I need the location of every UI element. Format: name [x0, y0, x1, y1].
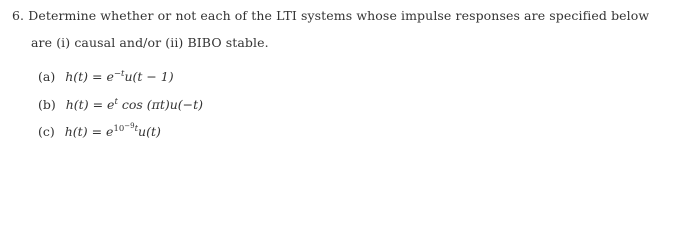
problem-number: 6.: [12, 8, 25, 23]
problem-statement-line-1: [12, 8, 649, 23]
part-c-exponent-tail: t: [134, 124, 139, 134]
part-c-lhs: h(t): [64, 124, 88, 139]
part-a-label: (a): [38, 69, 56, 84]
part-c-label: (c): [38, 124, 55, 139]
part-b-exponent: t: [114, 97, 118, 107]
part-b-label: (b): [38, 97, 56, 112]
part-c-exponent-sup: −9: [124, 122, 135, 130]
part-b-eq: =: [92, 97, 104, 112]
part-c-eq: =: [91, 124, 103, 139]
part-a: [38, 69, 174, 84]
part-a-exponent: −t: [113, 69, 125, 79]
part-c-exponent-main: 10: [113, 124, 125, 134]
part-a-eq: =: [92, 69, 103, 84]
part-a-lhs: h(t): [65, 69, 89, 84]
part-a-rest: u(t − 1): [124, 69, 174, 84]
part-b-base: e: [107, 97, 115, 112]
part-b-equation: [66, 97, 203, 112]
statement-text-1: Determine whether or not each of the LTI systems whose impulse responses are specified below: [28, 8, 650, 23]
part-c-equation: [65, 124, 161, 139]
part-c-rest: u(t): [138, 124, 161, 139]
part-a-equation: [65, 69, 173, 84]
part-b-lhs: h(t): [65, 97, 89, 112]
part-a-base: e: [106, 69, 114, 84]
part-b: [38, 97, 203, 112]
part-c: [38, 124, 161, 139]
part-b-rest: cos (πt)u(−t): [117, 97, 204, 112]
problem-statement-line-2: [31, 35, 269, 50]
statement-text-2: are (i) causal and/or (ii) BIBO stable.: [31, 35, 269, 50]
part-c-base: e: [106, 124, 114, 139]
